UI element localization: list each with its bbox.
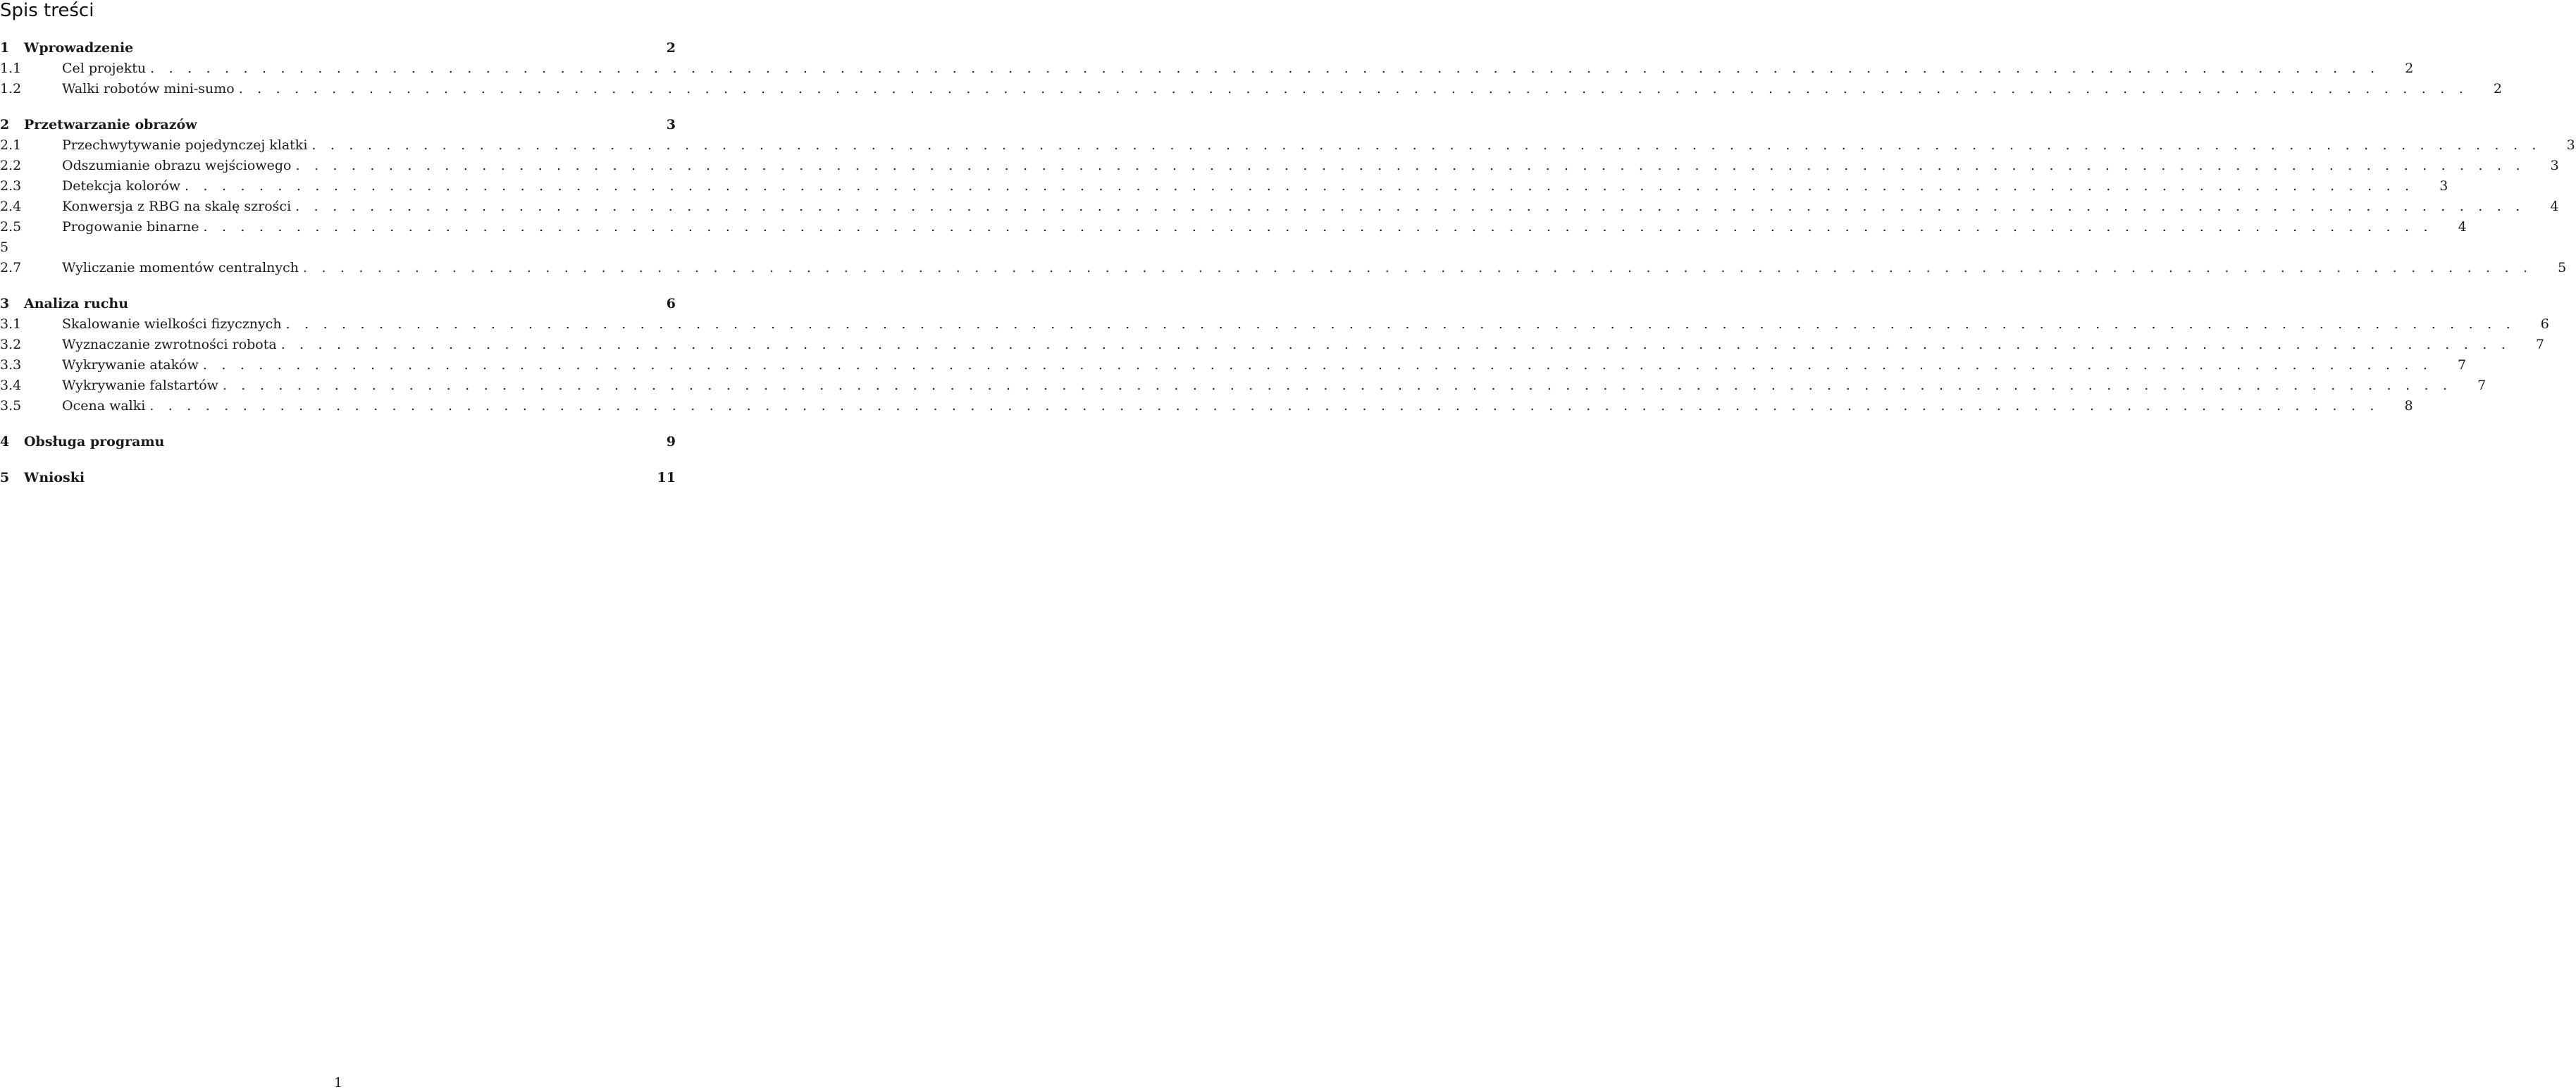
toc-section-number: 3.5 [0, 398, 22, 414]
toc-section-entry[interactable] [0, 376, 2487, 395]
toc-section-entry[interactable] [0, 259, 2567, 277]
toc-section-page: 5 [2558, 260, 2567, 275]
toc-section-title: Odszumianie obrazu wejściowego [62, 158, 292, 173]
toc-section-title: Wykrywanie falstartów [62, 378, 218, 393]
toc-chapter-entry[interactable] [0, 39, 676, 57]
footer-page-number: 1 [333, 1075, 343, 1091]
toc-chapter-title: Obsługa programu [24, 434, 165, 449]
toc-chapter-page: 6 [666, 296, 676, 311]
toc-section-number: 2.2 [0, 158, 22, 173]
toc-chapter-entry[interactable] [0, 116, 676, 134]
toc-section-number: 2.3 [0, 178, 22, 194]
toc-section-entry[interactable] [0, 238, 676, 256]
toc-section-title: Cel projektu [62, 61, 147, 76]
toc-section-number: 2.5 [0, 219, 22, 235]
toc-section-entry[interactable] [0, 356, 2467, 374]
toc-chapter-page: 9 [666, 434, 676, 449]
toc-chapter-title: Analiza ruchu [24, 296, 129, 311]
toc-chapter-number: 4 [0, 434, 10, 449]
toc-dot-leader: . . . . . . . . . . . . . . . . . . . . . . . . . . . . . . . . . . . . . . . . . . . . . . . . . . . . . . . . . . . . . . . . . . . . . . . . . . . . . . . . . . . . . . . . . . . . . . . . . . . . . . . . . . . . . . . . . . . . . . . . [202, 357, 2433, 373]
toc-section-number: 1.2 [0, 81, 22, 97]
toc-chapter-title: Wnioski [24, 470, 85, 485]
toc-section-title: Ocena walki [62, 398, 146, 414]
toc-section-title: Wyznaczanie zwrotności robota [62, 337, 277, 352]
toc-section-number: 3.2 [0, 337, 22, 352]
toc-section-entry[interactable] [0, 59, 2414, 77]
toc-section-entry[interactable] [0, 156, 2559, 175]
toc-section-entry[interactable] [0, 197, 2559, 216]
toc-section-title: Detekcja kolorów [62, 178, 181, 194]
toc-section-number: 5 [0, 240, 9, 255]
toc-section-page: 2 [2405, 61, 2414, 76]
toc-dot-leader: . . . . . . . . . . . . . . . . . . . . . . . . . . . . . . . . . . . . . . . . . . . . . . . . . . . . . . . . . . . . . . . . . . . . . . . . . . . . . . . . . . . . . . . . . . . . . . . . . . . . . . . . . . . . . . . . . . . . . . . . [280, 337, 2510, 352]
toc-section-title: Wyliczanie momentów centralnych [62, 260, 299, 275]
toc-dot-leader: . . . . . . . . . . . . . . . . . . . . . . . . . . . . . . . . . . . . . . . . . . . . . . . . . . . . . . . . . . . . . . . . . . . . . . . . . . . . . . . . . . . . . . . . . . . . . . . . . . . . . . . . . . . . . . . . . . . . . . . . [203, 219, 2433, 235]
toc-section-page: 6 [2540, 316, 2549, 332]
toc-chapter-title: Wprowadzenie [24, 40, 134, 56]
toc-section-page: 3 [2439, 178, 2448, 194]
toc-chapter-entry[interactable] [0, 469, 676, 487]
toc-section-entry[interactable] [0, 80, 2502, 98]
toc-section-number: 2.7 [0, 260, 22, 275]
toc-section-page: 4 [2458, 219, 2467, 235]
toc-section-title: Walki robotów mini-sumo [62, 81, 235, 97]
toc-chapter-entry[interactable] [0, 294, 676, 313]
toc-chapter-page: 11 [657, 470, 676, 485]
toc-chapter-page: 2 [666, 40, 676, 56]
toc-chapter-number: 1 [0, 40, 10, 56]
toc-section-entry[interactable] [0, 136, 2575, 154]
toc-section-entry[interactable] [0, 335, 2544, 354]
toc-section-entry[interactable] [0, 177, 2448, 195]
toc-dot-leader: . . . . . . . . . . . . . . . . . . . . . . . . . . . . . . . . . . . . . . . . . . . . . . . . . . . . . . . . . . . . . . . . . . . . . . . . . . . . . . . . . . . . . . . . . . . . . . . . . . . . . . . . . . . . . . . . . . . . . . . . [311, 137, 2541, 153]
toc-section-page: 7 [2477, 378, 2487, 393]
toc-section-title: Wykrywanie ataków [62, 357, 199, 373]
toc-chapter-entry[interactable] [0, 433, 676, 451]
toc-chapter-title: Przetwarzanie obrazów [24, 117, 197, 132]
toc-section-page: 4 [2550, 199, 2559, 214]
toc-dot-leader: . . . . . . . . . . . . . . . . . . . . . . . . . . . . . . . . . . . . . . . . . . . . . . . . . . . . . . . . . . . . . . . . . . . . . . . . . . . . . . . . . . . . . . . . . . . . . . . . . . . . . . . . . . . . . . . . . . . . . . . . [150, 61, 2380, 76]
toc-dot-leader: . . . . . . . . . . . . . . . . . . . . . . . . . . . . . . . . . . . . . . . . . . . . . . . . . . . . . . . . . . . . . . . . . . . . . . . . . . . . . . . . . . . . . . . . . . . . . . . . . . . . . . . . . . . . . . . . . . . . . . . . [222, 378, 2453, 393]
toc-section-page: 7 [2535, 337, 2544, 352]
toc-section-page: 2 [2493, 81, 2502, 97]
toc-section-page: 3 [2550, 158, 2559, 173]
toc-dot-leader: . . . . . . . . . . . . . . . . . . . . . . . . . . . . . . . . . . . . . . . . . . . . . . . . . . . . . . . . . . . . . . . . . . . . . . . . . . . . . . . . . . . . . . . . . . . . . . . . . . . . . . . . . . . . . . . . . . . . . . . . [303, 260, 2533, 275]
toc-dot-leader: . . . . . . . . . . . . . . . . . . . . . . . . . . . . . . . . . . . . . . . . . . . . . . . . . . . . . . . . . . . . . . . . . . . . . . . . . . . . . . . . . . . . . . . . . . . . . . . . . . . . . . . . . . . . . . . . . . . . . . . . [295, 199, 2525, 214]
toc-section-title: Progowanie binarne [62, 219, 199, 235]
toc-dot-leader: . . . . . . . . . . . . . . . . . . . . . . . . . . . . . . . . . . . . . . . . . . . . . . . . . . . . . . . . . . . . . . . . . . . . . . . . . . . . . . . . . . . . . . . . . . . . . . . . . . . . . . . . . . . . . . . . . . . . . . . . [295, 158, 2525, 173]
toc-section-page: 3 [2566, 137, 2575, 153]
toc-section-number: 3.4 [0, 378, 22, 393]
table-of-contents [0, 0, 2575, 507]
page-title: Spis treści [0, 0, 94, 21]
toc-section-title: Przechwytywanie pojedynczej klatki [62, 137, 308, 153]
toc-section-entry[interactable] [0, 397, 2413, 415]
toc-dot-leader: . . . . . . . . . . . . . . . . . . . . . . . . . . . . . . . . . . . . . . . . . . . . . . . . . . . . . . . . . . . . . . . . . . . . . . . . . . . . . . . . . . . . . . . . . . . . . . . . . . . . . . . . . . . . . . . . . . . . . . . . [238, 81, 2468, 97]
toc-section-number: 2.4 [0, 199, 22, 214]
toc-section-entry[interactable] [0, 218, 2467, 236]
toc-dot-leader: . . . . . . . . . . . . . . . . . . . . . . . . . . . . . . . . . . . . . . . . . . . . . . . . . . . . . . . . . . . . . . . . . . . . . . . . . . . . . . . . . . . . . . . . . . . . . . . . . . . . . . . . . . . . . . . . . . . . . . . . [285, 316, 2515, 332]
toc-section-entry[interactable] [0, 315, 2549, 333]
toc-chapter-number: 5 [0, 470, 10, 485]
toc-section-page: 8 [2404, 398, 2413, 414]
toc-section-number: 2.1 [0, 137, 22, 153]
toc-dot-leader: . . . . . . . . . . . . . . . . . . . . . . . . . . . . . . . . . . . . . . . . . . . . . . . . . . . . . . . . . . . . . . . . . . . . . . . . . . . . . . . . . . . . . . . . . . . . . . . . . . . . . . . . . . . . . . . . . . . . . . . . [185, 178, 2415, 194]
toc-section-number: 3.3 [0, 357, 22, 373]
toc-section-number: 3.1 [0, 316, 22, 332]
toc-section-title: Skalowanie wielkości fizycznych [62, 316, 282, 332]
toc-section-number: 1.1 [0, 61, 22, 76]
toc-section-title: Konwersja z RBG na skalę szrości [62, 199, 292, 214]
toc-chapter-page: 3 [666, 117, 676, 132]
toc-chapter-number: 2 [0, 117, 10, 132]
toc-dot-leader: . . . . . . . . . . . . . . . . . . . . . . . . . . . . . . . . . . . . . . . . . . . . . . . . . . . . . . . . . . . . . . . . . . . . . . . . . . . . . . . . . . . . . . . . . . . . . . . . . . . . . . . . . . . . . . . . . . . . . . . . [149, 398, 2379, 414]
toc-chapter-number: 3 [0, 296, 10, 311]
toc-section-page: 7 [2458, 357, 2467, 373]
